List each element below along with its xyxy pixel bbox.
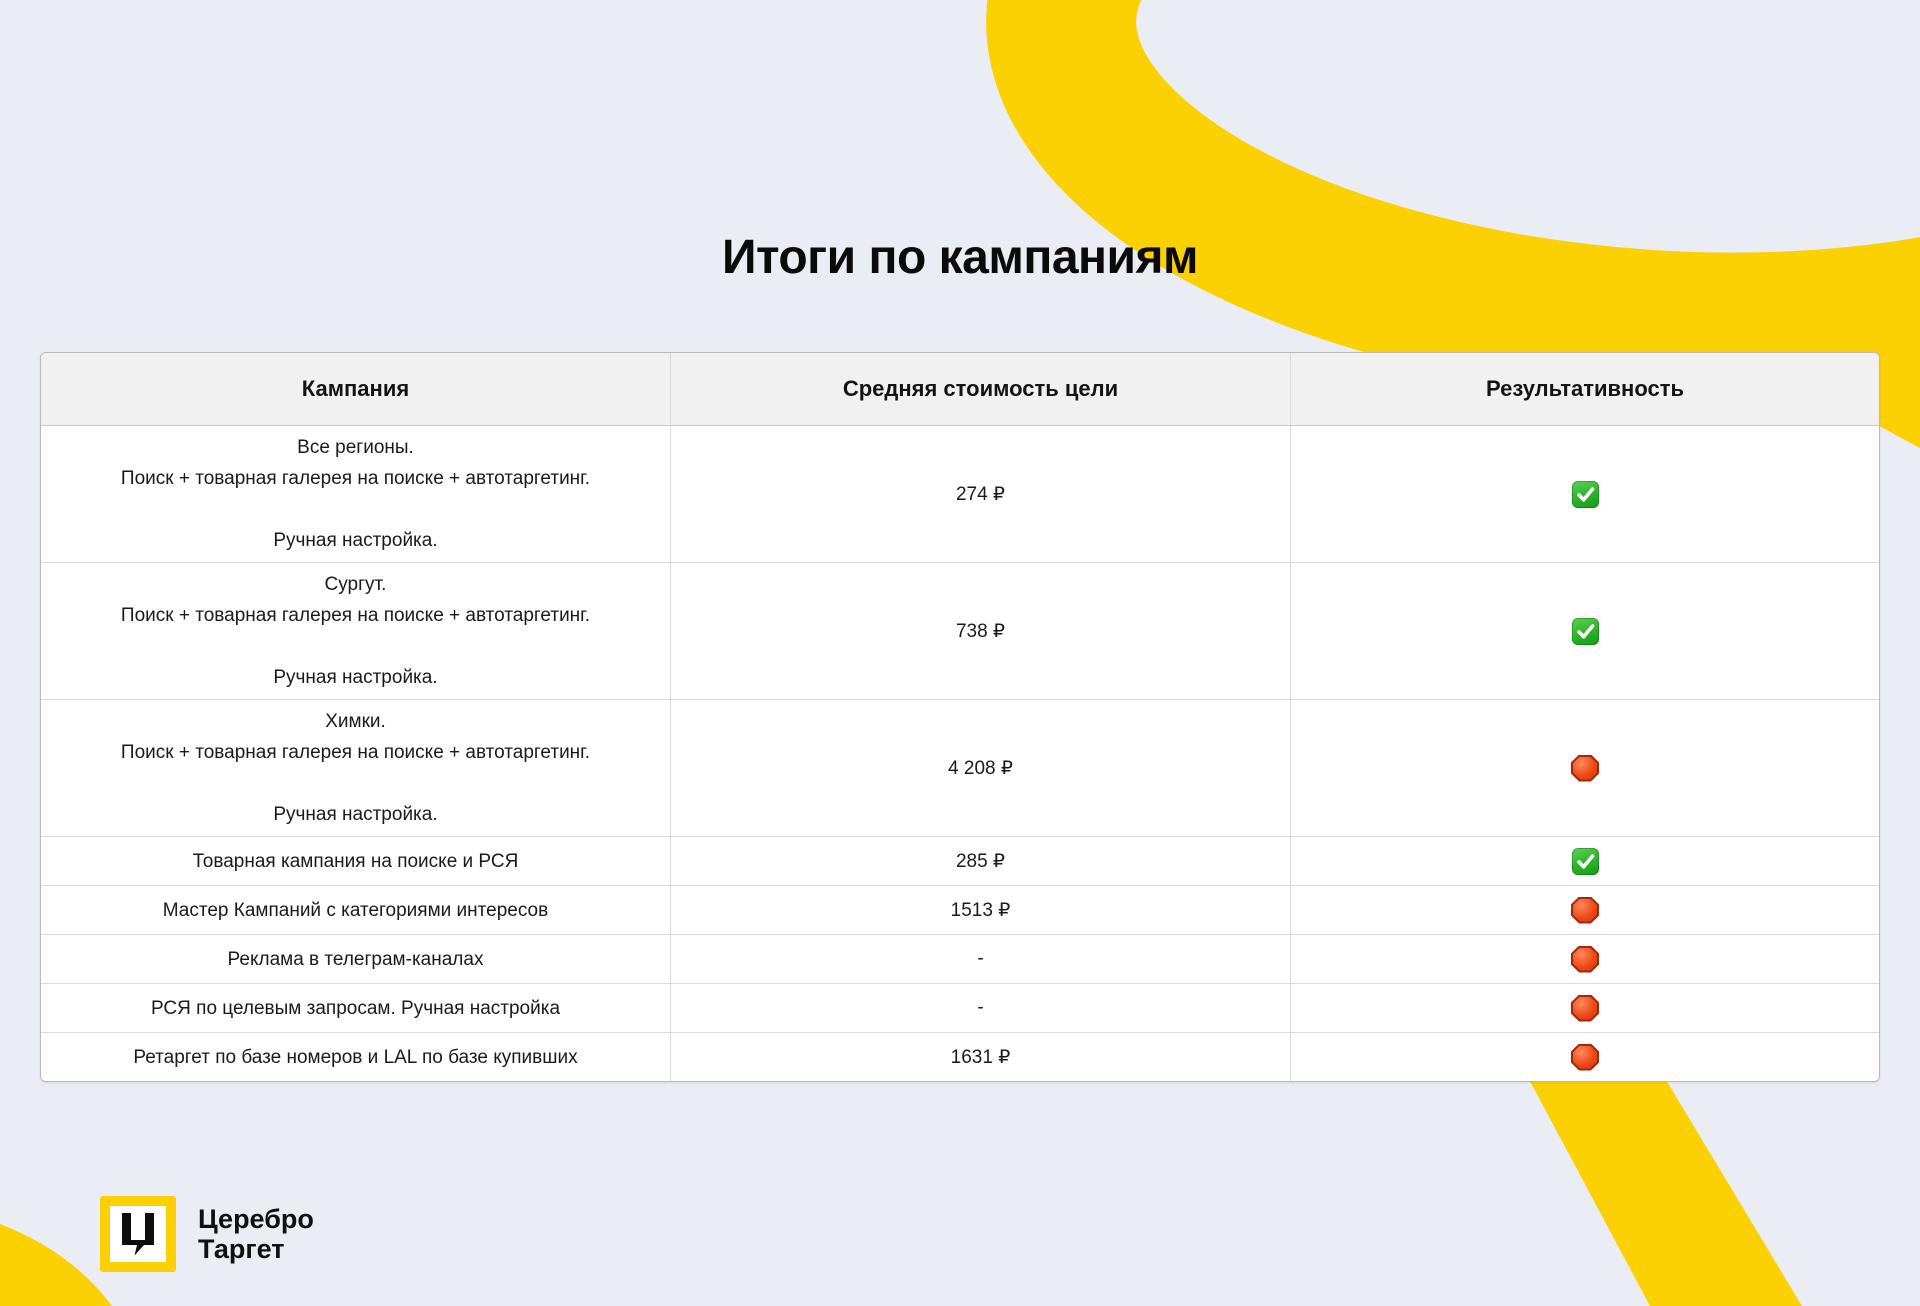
table-row xyxy=(41,1033,1879,1081)
stop-icon xyxy=(1571,995,1599,1022)
stop-icon xyxy=(1571,897,1599,924)
campaign-name-line: Ручная настройка. xyxy=(273,667,438,688)
campaign-name-line: Химки. xyxy=(325,711,386,732)
campaign-name-line: Товарная кампания на поиске и РСЯ xyxy=(192,850,519,872)
brand-name xyxy=(198,1204,314,1265)
table-row xyxy=(41,563,1879,700)
check-icon xyxy=(1572,848,1599,875)
average-goal-cost-cell: 1631 ₽ xyxy=(670,1033,1290,1081)
cerebro-target-logo-icon xyxy=(100,1196,176,1272)
brand-logo xyxy=(100,1196,314,1272)
average-goal-cost-cell: 738 ₽ xyxy=(670,563,1290,699)
average-goal-cost-cell: - xyxy=(670,935,1290,983)
campaign-results-table xyxy=(40,352,1880,1082)
campaign-name-cell xyxy=(41,886,670,934)
campaign-name-cell xyxy=(41,984,670,1032)
average-goal-cost-cell: - xyxy=(670,984,1290,1032)
page-title: Итоги по кампаниям xyxy=(721,231,1199,284)
effectiveness-cell xyxy=(1290,1033,1879,1081)
campaign-name-line: Сургут. xyxy=(324,574,387,595)
average-goal-cost-cell: 1513 ₽ xyxy=(670,886,1290,934)
campaign-name-line: Ручная настройка. xyxy=(273,530,438,551)
campaign-name-line: Поиск + товарная галерея на поиске + автотаргетинг. xyxy=(120,605,591,626)
check-icon xyxy=(1572,481,1599,508)
table-row xyxy=(41,886,1879,935)
table-row xyxy=(41,935,1879,984)
campaign-name-cell xyxy=(41,563,670,699)
campaign-name-cell xyxy=(41,837,670,885)
table-body xyxy=(41,426,1879,1081)
effectiveness-cell xyxy=(1290,886,1879,934)
stop-icon xyxy=(1571,946,1599,973)
campaign-name-line: РСЯ по целевым запросам. Ручная настройка xyxy=(150,997,561,1019)
average-goal-cost-cell: 4 208 ₽ xyxy=(670,700,1290,836)
campaign-name-line: Мастер Кампаний с категориями интересов xyxy=(162,899,549,921)
stop-icon xyxy=(1571,1044,1599,1071)
campaign-name-cell xyxy=(41,935,670,983)
average-goal-cost-cell: 274 ₽ xyxy=(670,426,1290,562)
table-row xyxy=(41,700,1879,837)
campaign-name-cell xyxy=(41,426,670,562)
table-row xyxy=(41,426,1879,563)
effectiveness-cell xyxy=(1290,935,1879,983)
column-header-campaign: Кампания xyxy=(301,376,410,401)
campaign-name-line: Ручная настройка. xyxy=(273,804,438,825)
brand-name-line1: Церебро xyxy=(198,1203,314,1234)
average-goal-cost-cell: 285 ₽ xyxy=(670,837,1290,885)
table-row xyxy=(41,837,1879,886)
column-header-average-goal-cost: Средняя стоимость цели xyxy=(670,353,1290,425)
effectiveness-cell xyxy=(1290,563,1879,699)
effectiveness-cell xyxy=(1290,837,1879,885)
campaign-name-line: Реклама в телеграм-каналах xyxy=(227,948,484,970)
check-icon xyxy=(1572,618,1599,645)
campaign-name-line: Поиск + товарная галерея на поиске + автотаргетинг. xyxy=(120,468,591,489)
effectiveness-cell xyxy=(1290,700,1879,836)
table-row xyxy=(41,984,1879,1033)
campaign-name-cell xyxy=(41,1033,670,1081)
campaign-name-cell xyxy=(41,700,670,836)
campaign-name-line: Все регионы. xyxy=(297,437,414,458)
brand-name-line2: Таргет xyxy=(198,1234,285,1264)
effectiveness-cell xyxy=(1290,984,1879,1032)
column-header-effectiveness: Результативность xyxy=(1290,353,1879,425)
effectiveness-cell xyxy=(1290,426,1879,562)
stop-icon xyxy=(1571,755,1599,782)
campaign-name-line: Поиск + товарная галерея на поиске + автотаргетинг. xyxy=(120,742,591,763)
table-header-row xyxy=(41,353,1879,426)
campaign-name-line: Ретаргет по базе номеров и LAL по базе купивших xyxy=(133,1046,578,1068)
